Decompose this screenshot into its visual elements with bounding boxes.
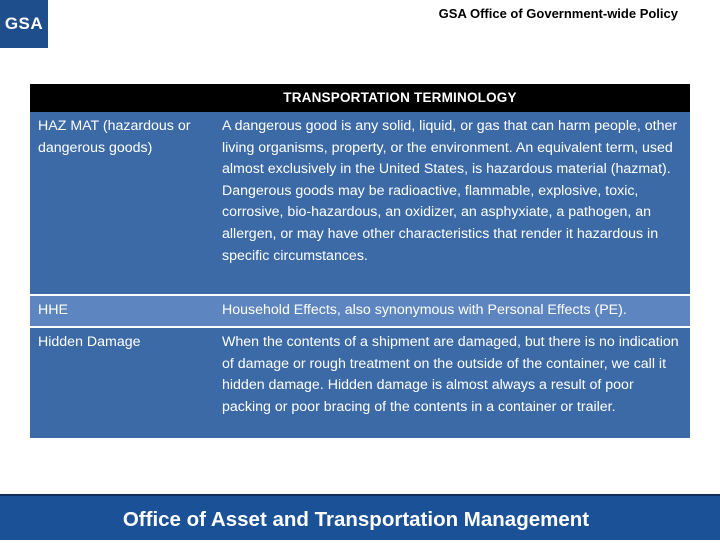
table-row bbox=[30, 294, 690, 326]
office-title: GSA Office of Government-wide Policy bbox=[438, 6, 678, 21]
table-row bbox=[30, 112, 690, 294]
definition-cell: When the contents of a shipment are damaged, but there is no indication of damage or rough treatment on the outside of the container, we call it hidden damage. Hidden damage is almost always a result of poor packing or poor bracing of the contents in a container or trailer. bbox=[222, 334, 679, 415]
table-row bbox=[30, 326, 690, 438]
footer-bar bbox=[0, 494, 720, 540]
term-cell: HAZ MAT (hazardous or dangerous goods) bbox=[38, 118, 191, 156]
table-title-bar bbox=[30, 84, 690, 112]
gsa-logo bbox=[0, 0, 48, 48]
definition-cell: Household Effects, also synonymous with Personal Effects (PE). bbox=[222, 302, 627, 318]
gsa-logo-text: GSA bbox=[4, 14, 44, 33]
term-cell: HHE bbox=[38, 302, 68, 318]
terminology-table bbox=[30, 112, 690, 438]
term-cell: Hidden Damage bbox=[38, 334, 141, 350]
footer-title: Office of Asset and Transportation Management bbox=[122, 508, 590, 531]
definition-cell: A dangerous good is any solid, liquid, or gas that can harm people, other living organisms, property, or the environment. An equivalent term, used almost exclusively in the United States, is hazardous material (hazmat). Dangerous goods may be radioactive, flammable, explosive, toxic, corrosive, bio-hazardous, an oxidizer, an asphyxiate, a pathogen, an allergen, or may have other characteristics that render it hazardous in specific circumstances. bbox=[222, 118, 678, 264]
table-title: TRANSPORTATION TERMINOLOGY bbox=[283, 90, 517, 105]
